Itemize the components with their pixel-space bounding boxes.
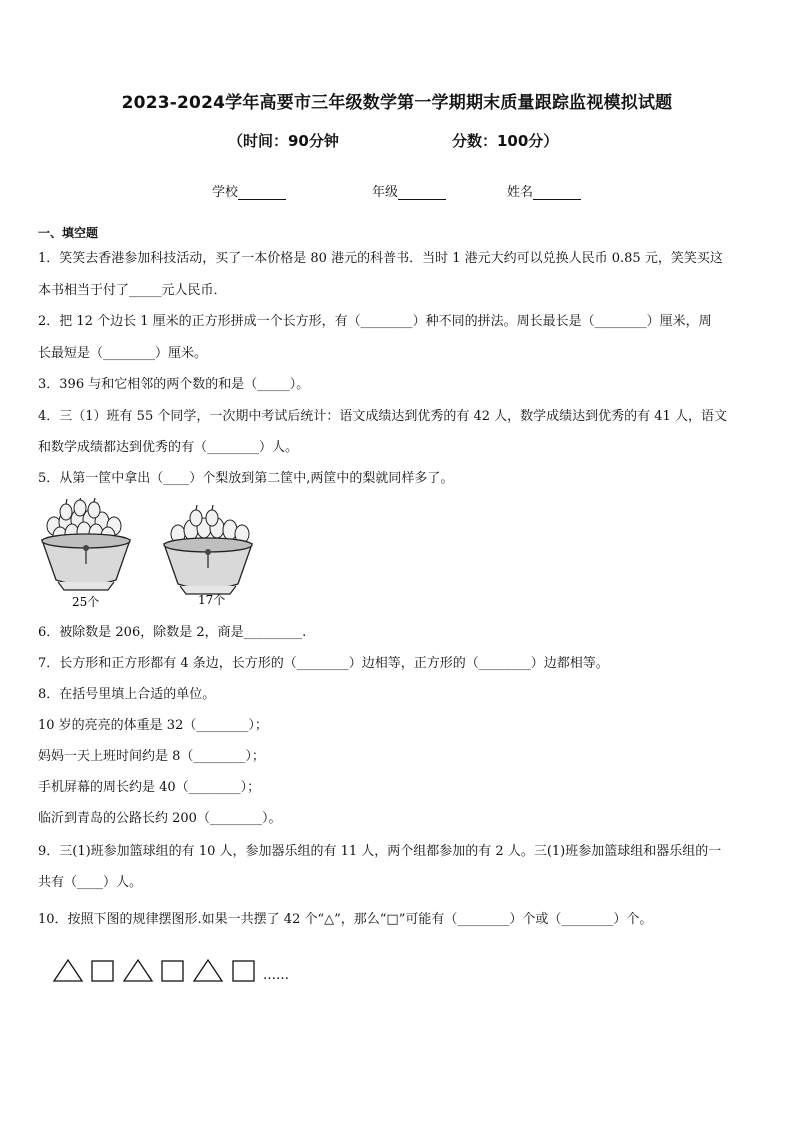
triangle-shape	[124, 960, 152, 981]
question-10: 10．按照下图的规律摆图形.如果一共摆了 42 个“△”，那么“□”可能有（________）个或（________）个。	[38, 912, 653, 927]
section-title: 一、填空题	[38, 226, 99, 240]
page-title: 2023-2024学年高要市三年级数学第一学期期末质量跟踪监视模拟试题	[121, 93, 673, 113]
basket-1-label: 25个	[72, 595, 100, 609]
school-field	[212, 181, 286, 200]
question-1-line-2: 本书相当于付了_____元人民币．	[38, 283, 227, 298]
question-2-line-2: 长最短是（________）厘米。	[38, 346, 208, 361]
question-9-line-1: 9．三(1)班参加篮球组的有 10 人，参加器乐组的有 11 人，两个组都参加的有 2 人。三(1)班参加篮球组和器乐组的一	[38, 844, 722, 859]
exam-score: 分数：100分）	[452, 132, 559, 150]
triangle-shape	[54, 960, 82, 981]
triangle-shape	[194, 960, 222, 981]
question-9-line-2: 共有（____）人。	[38, 875, 143, 890]
question-2-line-1: 2．把 12 个边长 1 厘米的正方形拼成一个长方形，有（________）种不同的拼法。周长最长是（________）厘米，周	[38, 314, 712, 329]
pattern-ellipsis: ……	[263, 968, 289, 983]
question-3: 3．396 与和它相邻的两个数的和是（_____）。	[38, 377, 310, 392]
school-blank[interactable]	[238, 185, 286, 200]
basket-pear-illustration-1	[36, 498, 136, 612]
basket-pear-illustration-2	[158, 504, 258, 612]
question-8-item-2: 妈妈一天上班时间约是 8（________）；	[38, 749, 265, 764]
question-8-item-1: 10 岁的亮亮的体重是 32（________）；	[38, 718, 268, 733]
question-5: 5．从第一筐中拿出（____）个梨放到第二筐中,两筐中的梨就同样多了。	[38, 471, 454, 486]
basket-2-label: 17个	[198, 593, 226, 607]
school-label: 学校	[212, 185, 239, 200]
question-8: 8．在括号里填上合适的单位。	[38, 687, 216, 702]
name-field	[507, 181, 581, 200]
question-8-item-3: 手机屏幕的周长约是 40（________）；	[38, 780, 261, 795]
square-shape	[162, 961, 183, 981]
grade-field	[372, 181, 446, 200]
exam-time: （时间：90分钟	[228, 132, 339, 150]
grade-blank[interactable]	[398, 185, 446, 200]
question-6: 6．被除数是 206，除数是 2，商是_________.	[38, 625, 307, 640]
question-1-line-1: 1．笑笑去香港参加科技活动，买了一本价格是 80 港元的科普书．当时 1 港元大约可以兑换人民币 0.85 元，笑笑买这	[38, 251, 723, 266]
question-7: 7．长方形和正方形都有 4 条边，长方形的（________）边相等，正方形的（________）边都相等。	[38, 656, 609, 671]
grade-label: 年级	[372, 185, 399, 200]
question-8-item-4: 临沂到青岛的公路长约 200（________）。	[38, 811, 282, 826]
shape-pattern	[52, 958, 312, 984]
square-shape	[233, 961, 254, 981]
question-4-line-1: 4．三（1）班有 55 个同学，一次期中考试后统计：语文成绩达到优秀的有 42 人，数学成绩达到优秀的有 41 人，语文	[38, 409, 727, 424]
square-shape	[92, 961, 113, 981]
question-4-line-2: 和数学成绩都达到优秀的有（________）人。	[38, 440, 299, 455]
name-label: 姓名	[507, 185, 534, 200]
name-blank[interactable]	[533, 185, 581, 200]
